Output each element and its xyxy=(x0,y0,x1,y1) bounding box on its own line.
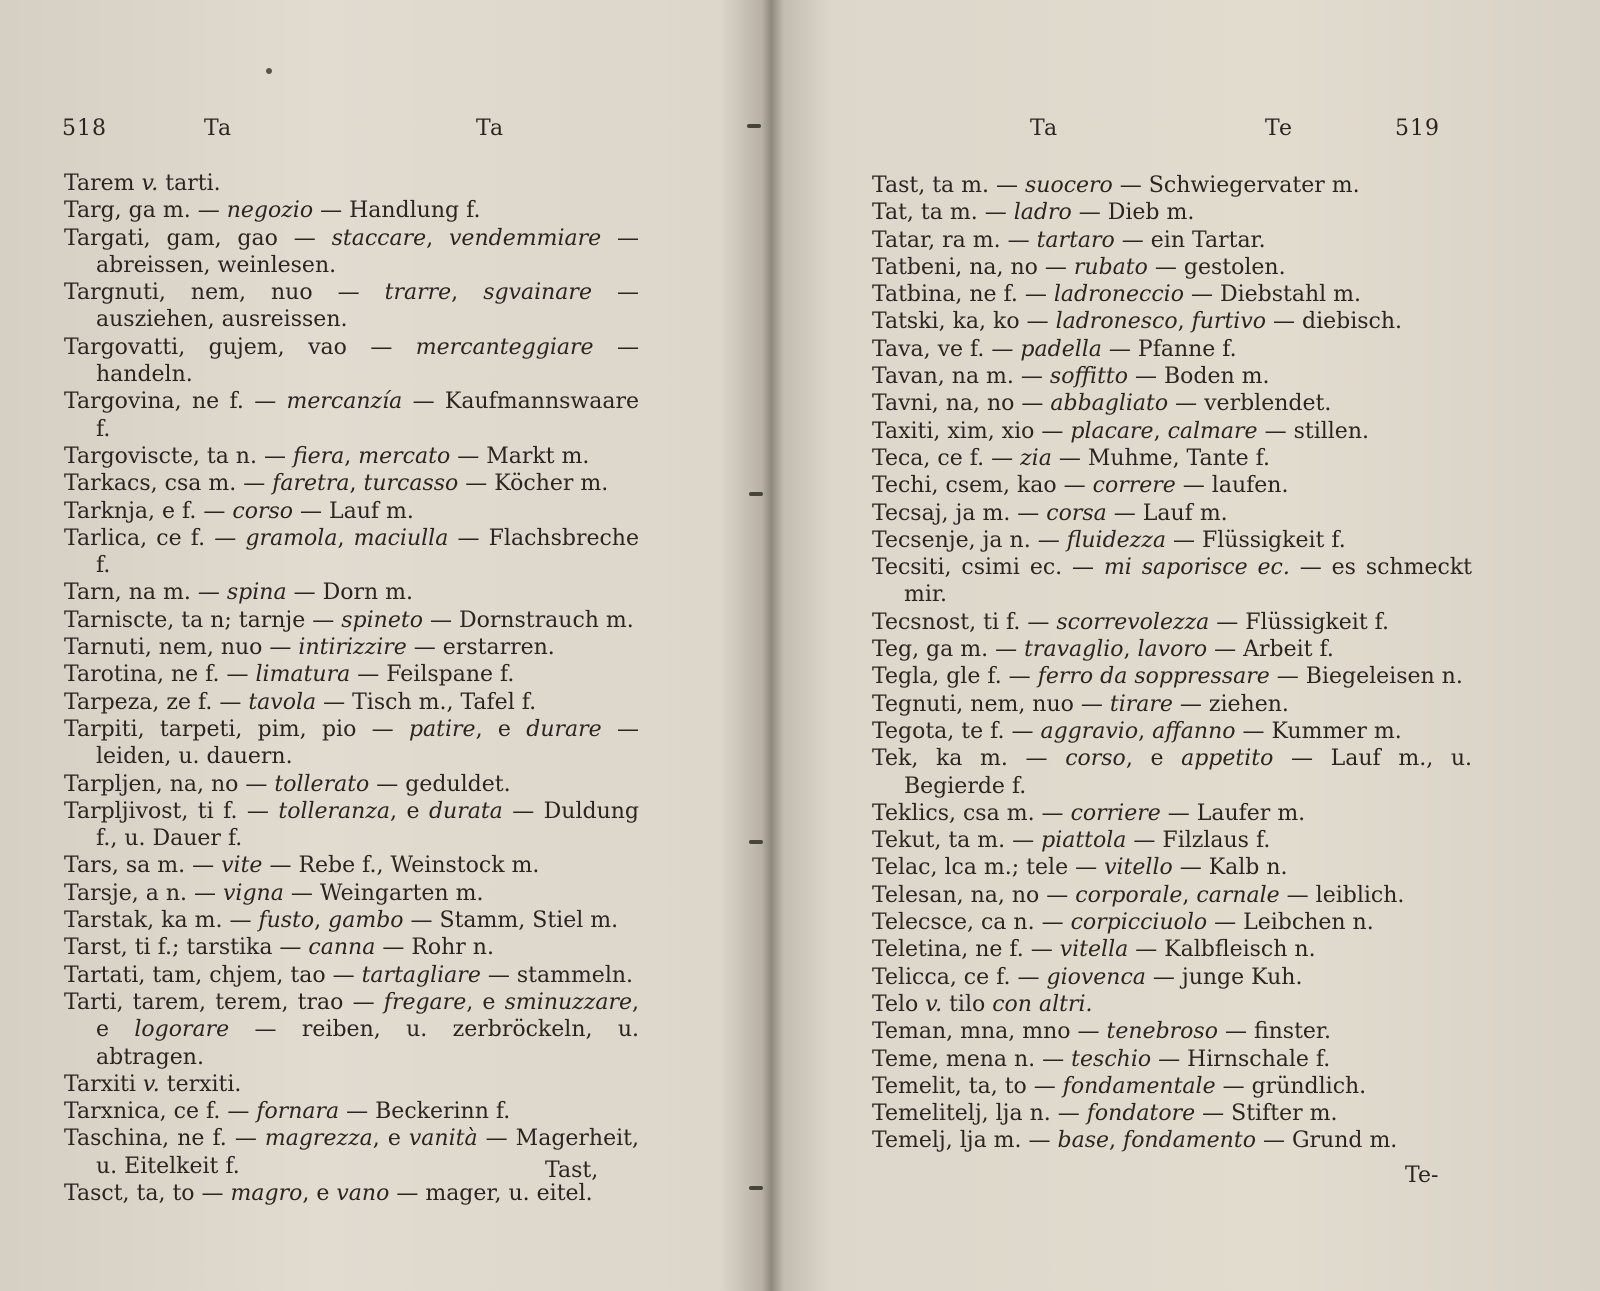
running-head-left: Ta xyxy=(1030,116,1059,141)
dictionary-entry: Tartati, tam, chjem, tao — tartagliare — stammeln. xyxy=(64,962,634,988)
dictionary-entry: Tekut, ta m. — piattola — Filzlaus f. xyxy=(872,828,1271,854)
dictionary-entry: Telicca, ce f. — giovenca — junge Kuh. xyxy=(872,964,1303,990)
dictionary-entry: Targovatti, gujem, vao — mercanteggiare — handeln. xyxy=(64,334,639,388)
dictionary-entry: Tasct, ta, to — magro, e vano — mager, u. eitel. xyxy=(64,1180,593,1206)
dictionary-entry: Telo v. tilo con altri. xyxy=(872,991,1093,1017)
running-head-right: Te xyxy=(1265,116,1293,141)
dictionary-entry: Tarkacs, csa m. — faretra, turcasso — Köcher m. xyxy=(64,471,609,497)
dictionary-entry: Telac, lca m.; tele — vitello — Kalb n. xyxy=(872,855,1288,881)
dictionary-entry: Tek, ka m. — corso, e appetito — Lauf m., u. Begierde f. xyxy=(872,746,1472,799)
dictionary-entry: Techi, csem, kao — correre — laufen. xyxy=(872,473,1289,499)
dictionary-entry: Tarn, na m. — spina — Dorn m. xyxy=(64,580,413,606)
dictionary-entry: Tast, ta m. — suocero — Schwiegervater m. xyxy=(872,173,1360,198)
dictionary-entry: Tarpljen, na, no — tollerato — geduldet. xyxy=(64,771,511,797)
left-page xyxy=(0,0,760,1291)
catchword: Te- xyxy=(1405,1163,1439,1188)
dictionary-entry: Tavni, na, no — abbagliato — verblendet. xyxy=(872,391,1332,417)
page-number: 519 xyxy=(1395,116,1440,141)
running-head-left: Ta xyxy=(204,116,233,141)
dictionary-entry: Tarem v. tarti. xyxy=(64,171,221,196)
dictionary-entry: Tecsaj, ja m. — corsa — Lauf m. xyxy=(872,500,1228,526)
dictionary-entry: Tegla, gle f. — ferro da soppressare — Biegeleisen n. xyxy=(872,664,1463,690)
dictionary-entry: Targ, ga m. — negozio — Handlung f. xyxy=(64,198,481,224)
dictionary-entry: Teg, ga m. — travaglio, lavoro — Arbeit f. xyxy=(872,637,1334,663)
dictionary-entry: Tavan, na m. — soffitto — Boden m. xyxy=(872,364,1270,390)
dictionary-entry: Tarknja, e f. — corso — Lauf m. xyxy=(64,498,414,524)
dictionary-entry: Tat, ta m. — ladro — Dieb m. xyxy=(872,200,1195,226)
dictionary-entry: Tarniscte, ta n; tarnje — spineto — Dornstrauch m. xyxy=(64,607,634,633)
dictionary-entry: Teletina, ne f. — vitella — Kalbfleisch n. xyxy=(872,937,1316,963)
dictionary-entry: Teme, mena n. — teschio — Hirnschale f. xyxy=(872,1046,1331,1072)
dictionary-entry: Tarxnica, ce f. — fornara — Beckerinn f. xyxy=(64,1099,511,1125)
dictionary-entry: Tars, sa m. — vite — Rebe f., Weinstock m. xyxy=(64,853,540,879)
dictionary-entry: Tecsiti, csimi ec. — mi saporisce ec. — es schmeckt mir. xyxy=(872,555,1473,608)
dictionary-entry: Tatbina, ne f. — ladroneccio — Diebstahl m. xyxy=(872,282,1362,308)
dictionary-entry: Targati, gam, gao — staccare, vendemmiare — abreissen, weinlesen. xyxy=(64,225,639,278)
dictionary-entries xyxy=(64,170,639,1207)
dictionary-entry: Tecsenje, ja n. — fluidezza — Flüssigkeit f. xyxy=(872,527,1346,553)
dictionary-entry: Tarxiti v. terxiti. xyxy=(64,1071,242,1097)
dictionary-entry: Targovina, ne f. — mercanzía — Kaufmannswaare f. xyxy=(64,389,640,442)
dictionary-entry: Tarstak, ka m. — fusto, gambo — Stamm, Stiel m. xyxy=(64,908,619,934)
dictionary-entry: Tarnuti, nem, nuo — intirizzire — erstarren. xyxy=(64,635,555,661)
dictionary-entry: Teman, mna, mno — tenebroso — finster. xyxy=(872,1019,1332,1045)
page-number: 518 xyxy=(62,116,107,141)
dictionary-entry: Tarsje, a n. — vigna — Weingarten m. xyxy=(64,880,484,906)
dictionary-entry: Tatbeni, na, no — rubato — gestolen. xyxy=(872,254,1286,280)
dictionary-entry: Temelit, ta, to — fondamentale — gründlich. xyxy=(872,1073,1367,1099)
dictionary-entry: Tecsnost, ti f. — scorrevolezza — Flüssigkeit f. xyxy=(872,609,1390,635)
dictionary-entries xyxy=(872,172,1472,1155)
dictionary-entry: Tarpeza, ze f. — tavola — Tisch m., Tafel f. xyxy=(64,689,537,715)
dictionary-entry: Teklics, csa m. — corriere — Laufer m. xyxy=(872,800,1306,826)
dictionary-entry: Temelitelj, lja n. — fondatore — Stifter m. xyxy=(872,1101,1338,1127)
dictionary-entry: Tatar, ra m. — tartaro — ein Tartar. xyxy=(872,227,1266,253)
dictionary-entry: Tatski, ka, ko — ladronesco, furtivo — diebisch. xyxy=(872,309,1403,335)
dictionary-entry: Telecsce, ca n. — corpicciuolo — Leibchen n. xyxy=(872,910,1374,936)
right-page xyxy=(775,0,1600,1291)
dictionary-entry: Tava, ve f. — padella — Pfanne f. xyxy=(872,336,1237,362)
dictionary-entry: Taschina, ne f. — magrezza, e vanità — Magerheit, u. Eitelkeit f. xyxy=(64,1126,639,1179)
dictionary-entry: Tarotina, ne f. — limatura — Feilspane f. xyxy=(64,662,515,688)
dictionary-entry: Taxiti, xim, xio — placare, calmare — stillen. xyxy=(872,418,1369,444)
dictionary-entry: Tegota, te f. — aggravio, affanno — Kummer m. xyxy=(872,718,1402,744)
dictionary-entry: Temelj, lja m. — base, fondamento — Grund m. xyxy=(872,1128,1398,1154)
dictionary-entry: Tarti, tarem, terem, trao — fregare, e sminuzzare, e logorare — reiben, u. zerbröckeln, u. abtragen. xyxy=(64,989,640,1070)
dictionary-entry: Tegnuti, nem, nuo — tirare — ziehen. xyxy=(872,691,1289,717)
dictionary-entry: Telesan, na, no — corporale, carnale — leiblich. xyxy=(872,882,1405,908)
dictionary-entry: Teca, ce f. — zia — Muhme, Tante f. xyxy=(872,445,1271,471)
dictionary-entry: Tarlica, ce f. — gramola, maciulla — Flachsbreche f. xyxy=(64,525,639,579)
dictionary-entry: Tarpljivost, ti f. — tolleranza, e durata — Duldung f., u. Dauer f. xyxy=(64,798,640,852)
dictionary-entry: Tarpiti, tarpeti, pim, pio — patire, e durare — leiden, u. dauern. xyxy=(64,716,639,770)
running-head-right: Ta xyxy=(476,116,505,141)
dictionary-entry: Targnuti, nem, nuo — trarre, sgvainare — ausziehen, ausreissen. xyxy=(64,280,639,333)
dictionary-entry: Targoviscte, ta n. — fiera, mercato — Markt m. xyxy=(64,443,590,469)
dictionary-entry: Tarst, ti f.; tarstika — canna — Rohr n. xyxy=(64,935,494,961)
catchword: Tast, xyxy=(545,1158,599,1183)
